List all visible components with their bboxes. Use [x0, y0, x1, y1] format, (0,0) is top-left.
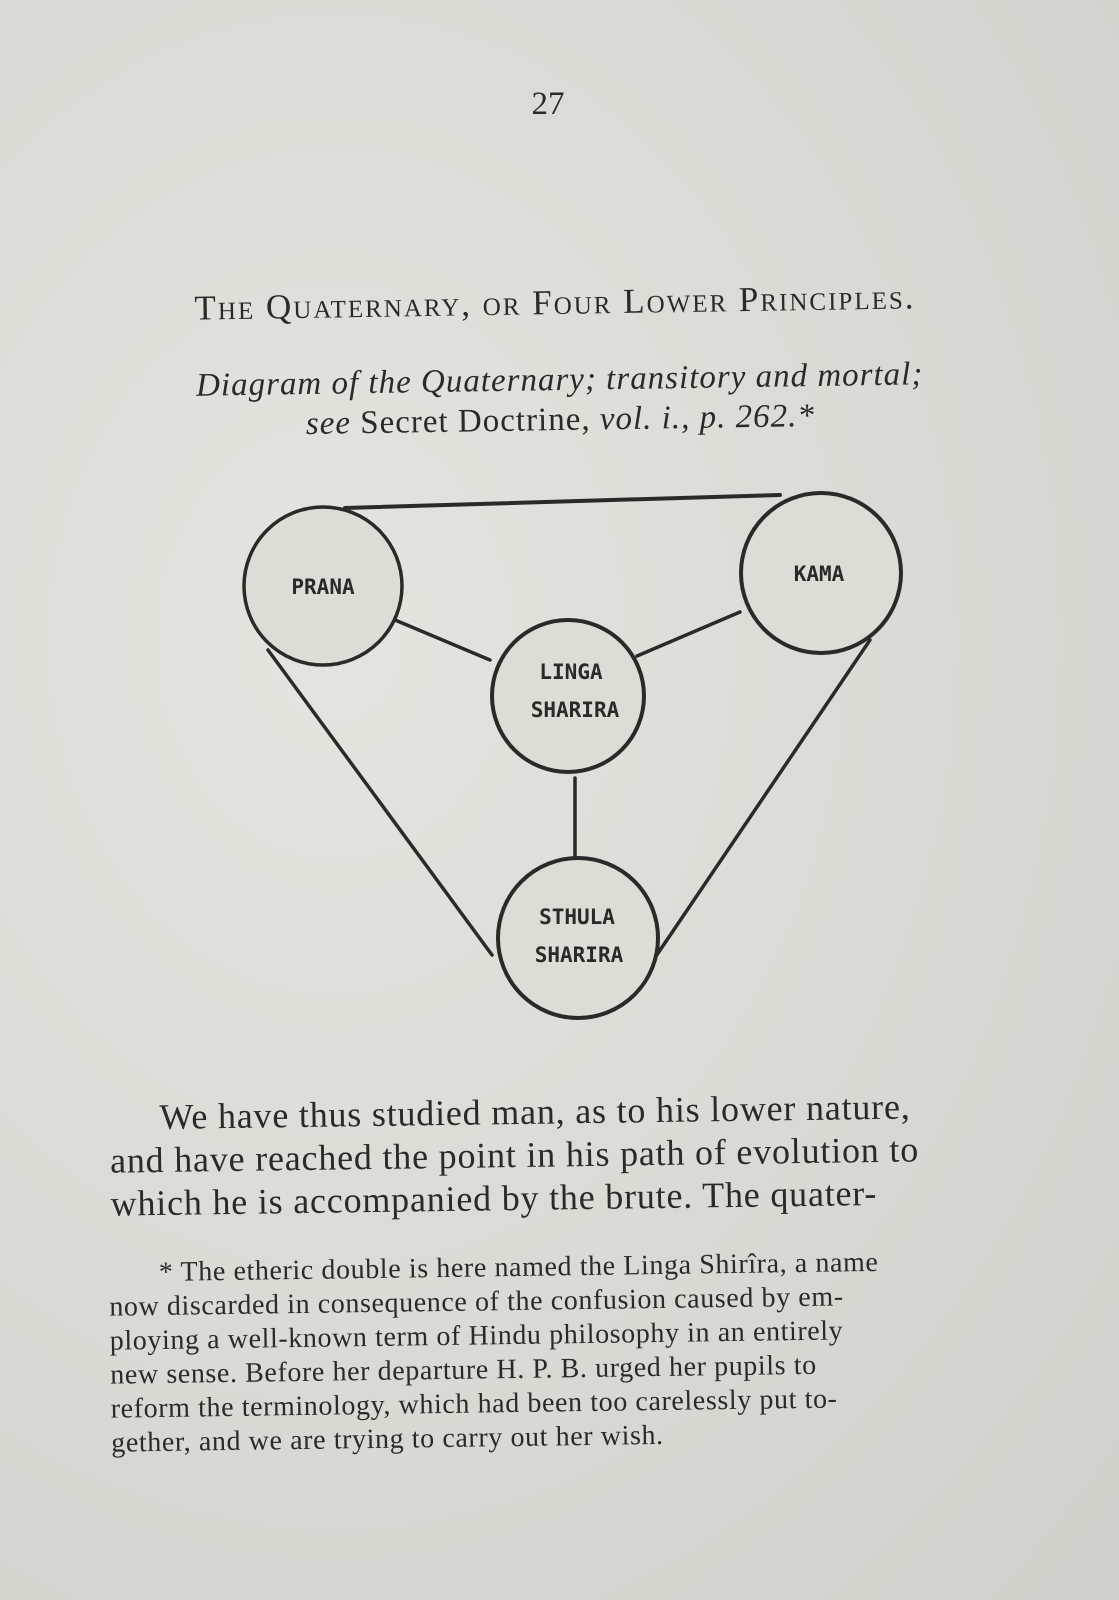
page-heading: The Quaternary, or Four Lower Principles.: [194, 277, 916, 328]
right-edge: [650, 640, 870, 965]
linga-circle: [492, 620, 644, 772]
footnote-line: * The etheric double is here named the Linga Shirîra, a name: [158, 1246, 879, 1288]
spoke-kama: [637, 612, 740, 656]
footnote-line: new sense. Before her departure H. P. B. urged her pupils to: [110, 1349, 817, 1391]
left-edge: [268, 650, 492, 955]
caption-line-2: see Secret Doctrine, vol. i., p. 262.*: [305, 398, 816, 442]
linga-label-line1: LINGA: [539, 660, 603, 684]
body-line: and have reached the point in his path of evolution to: [109, 1129, 920, 1181]
top-edge: [345, 495, 780, 508]
spoke-prana: [395, 620, 490, 660]
body-paragraph: [109, 1083, 1069, 1225]
footnote-line: reform the terminology, which had been too carelessly put to-: [110, 1383, 838, 1425]
body-line: We have thus studied man, as to his lower nature,: [159, 1086, 911, 1137]
sthula-circle: [498, 858, 658, 1018]
sthula-label-line2: SHARIRA: [534, 943, 624, 967]
footnote: [109, 1243, 1067, 1460]
footnote-line: now discarded in consequence of the confusion caused by em-: [109, 1281, 844, 1323]
footnote-line: ploying a well-known term of Hindu philosophy in an entirely: [109, 1315, 844, 1357]
kama-label: KAMA: [793, 562, 845, 586]
body-line: which he is accompanied by the brute. The quater-: [110, 1172, 878, 1224]
footnote-line: gether, and we are trying to carry out her wish.: [111, 1419, 664, 1459]
linga-label-line2: SHARIRA: [530, 698, 620, 722]
sthula-label-line1: STHULA: [539, 905, 615, 929]
page-number: 27: [531, 86, 565, 122]
prana-label: PRANA: [291, 575, 355, 599]
caption-line-1: Diagram of the Quaternary; transitory and mortal;: [195, 356, 924, 404]
